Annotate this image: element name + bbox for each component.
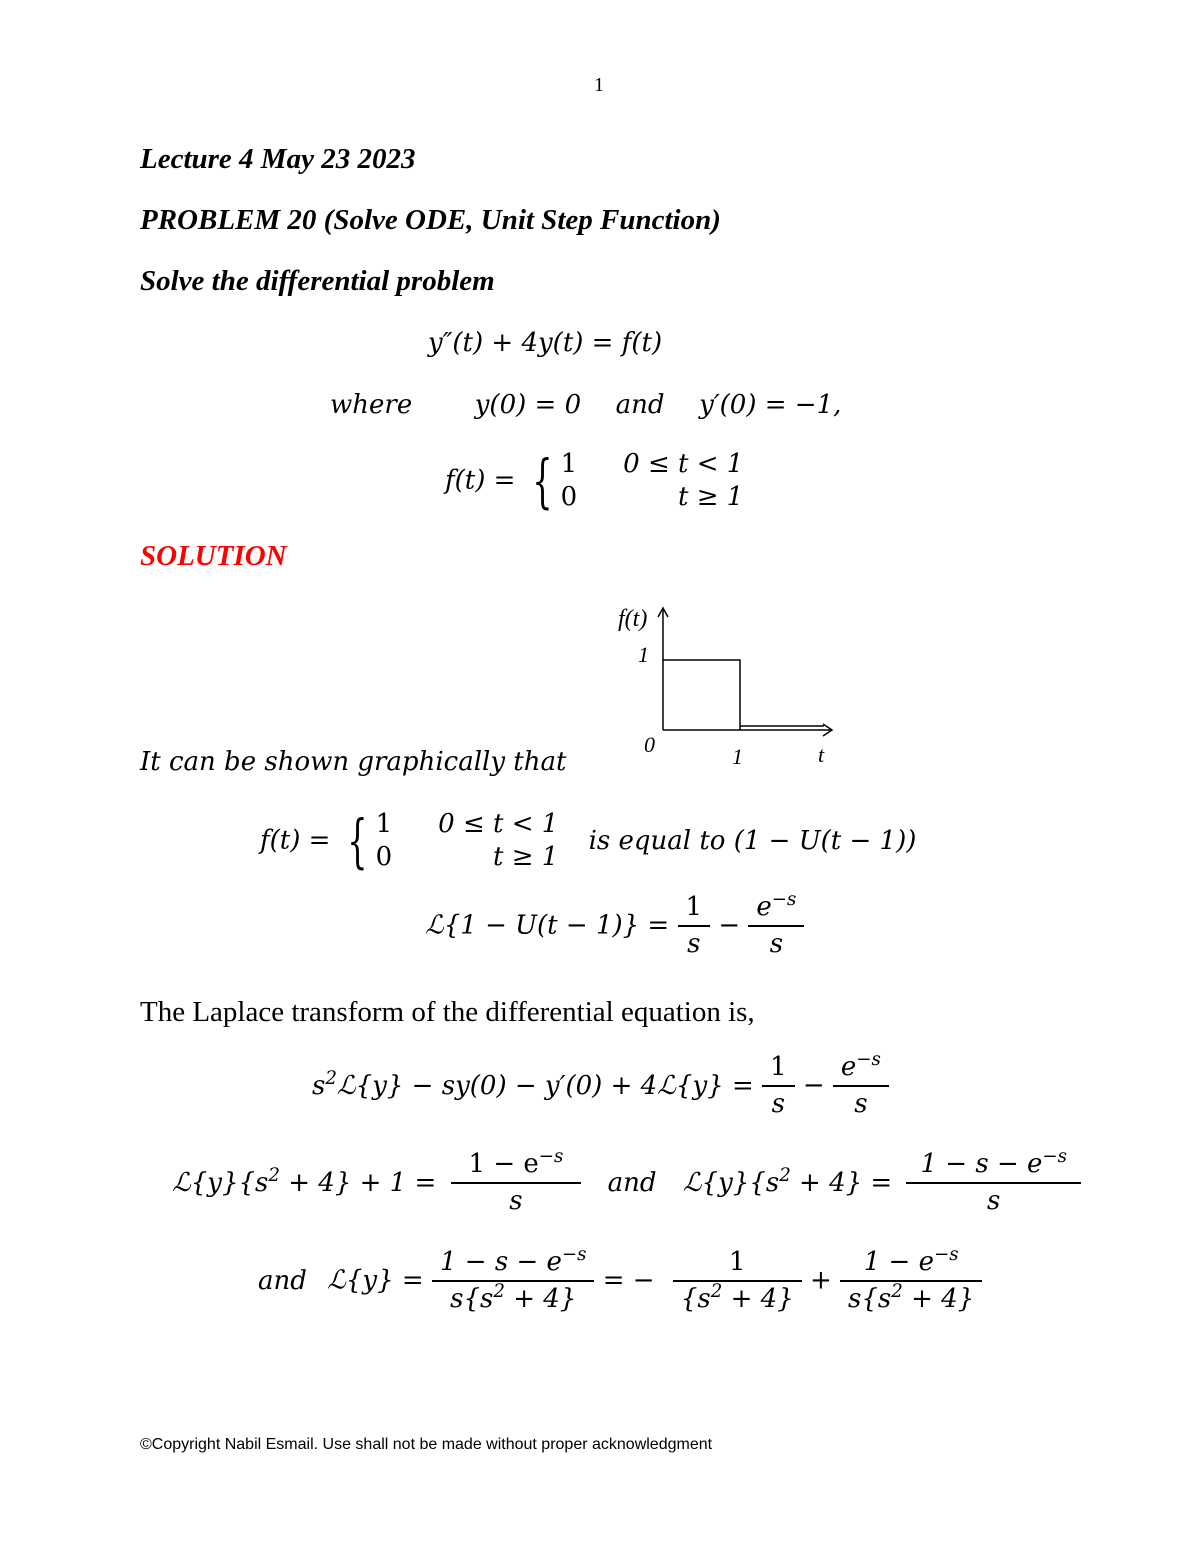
page-number: 1: [594, 74, 604, 96]
denominator: s: [748, 925, 804, 959]
fraction-exp-over-s: [752, 889, 800, 959]
case2-value-2: 0: [375, 841, 393, 872]
fraction-one-over-s: $\frac{1}{s}$: [766, 1053, 791, 1118]
fraction-exp-over-s: $\frac{e^{-s}}{s}$: [837, 1053, 885, 1118]
rearranged-equations: $ℒ\{y\}\{s^2 + 4\} + 1$ = $\frac{1 - e^{-s}}{s}$ and $ℒ\{y\}\{s^2 + 4\}$ = $\frac{1 - s - e^{-s}}{s}$: [172, 1150, 1081, 1215]
case1-condition-2: 0 ≤ t < 1: [438, 809, 559, 839]
problem-title: PROBLEM 20 (Solve ODE, Unit Step Function): [140, 204, 721, 236]
numerator: $e^{-s}$: [756, 889, 797, 922]
denominator: s: [678, 925, 711, 959]
graph-x-one-label: 1: [732, 744, 743, 769]
graph-origin-label: 0: [644, 732, 655, 757]
graphically-text: It can be shown graphically that: [140, 747, 567, 777]
fraction-1-s-exp-over-s: $\frac{1 - s - e^{-s}}{s}$: [910, 1150, 1076, 1215]
case1-condition: 0 ≤ t < 1: [623, 449, 744, 479]
fraction-1-minus-exp-over-s: $\frac{1 - e^{-s}}{s}$: [455, 1150, 578, 1215]
equal-text: is equal to (1 − U(t − 1)): [588, 825, 917, 856]
case2-condition: t ≥ 1: [678, 481, 744, 512]
partial-fraction-equation: and ℒ{y} = $\frac{1 - s - e^{-s}}{s\{s^2 + 4\}}$ = − $\frac{1}{\{s^2 + 4\}}$ + $\frac{1 - e^{-s}}{s\{s^2 + 4\}}$: [258, 1248, 982, 1313]
step-function-graph: [610, 600, 850, 775]
laplace-lhs: ℒ{1 − U(t − 1)} =: [425, 910, 670, 941]
where-label: where: [330, 390, 413, 420]
cases-table: [561, 448, 754, 513]
f-lhs: f(t) =: [445, 465, 516, 496]
copyright-footer: ©Copyright Nabil Esmail. Use shall not be made without proper acknowledgment: [140, 1436, 713, 1453]
graph-one-label: 1: [638, 642, 649, 667]
fraction-1-over-s2-plus-4: $\frac{1}{\{s^2 + 4\}}$: [677, 1248, 798, 1313]
graph-x-label: t: [818, 742, 825, 767]
initial-conditions: [330, 390, 841, 420]
fraction-main: $\frac{1 - s - e^{-s}}{s\{s^2 + 4\}}$: [436, 1248, 590, 1313]
and-label: and: [615, 390, 665, 420]
solution-label: SOLUTION: [140, 540, 287, 572]
left-brace: {: [531, 446, 553, 515]
ode-equation: y″(t) + 4y(t) = f(t): [428, 328, 663, 358]
minus-sign: −: [718, 910, 741, 941]
graph-y-label: f(t): [618, 606, 648, 632]
case2-condition-2: t ≥ 1: [493, 841, 559, 872]
lecture-title: Lecture 4 May 23 2023: [140, 143, 416, 175]
fraction-one-over-s: [682, 893, 707, 958]
case1-value: 1: [560, 449, 578, 479]
case1-value-2: 1: [375, 809, 393, 839]
piecewise-definition: [445, 448, 753, 513]
left-brace-2: {: [346, 806, 368, 875]
instruction-text: Solve the differential problem: [140, 265, 495, 297]
ic-yprime0: y′(0) = −1,: [699, 390, 842, 420]
numerator: 1: [685, 892, 703, 922]
piecewise-equivalence: [260, 808, 916, 873]
pulse-shape: [663, 660, 740, 730]
case2-value: 0: [560, 481, 578, 512]
transformed-equation: $s^2ℒ\{y\} - sy(0) - y'(0)$ + 4ℒ{y} = $\frac{1}{s}$ − $\frac{e^{-s}}{s}$: [312, 1053, 889, 1118]
ic-y0: y(0) = 0: [474, 390, 582, 420]
cases-table-2: [376, 808, 569, 873]
transform-text: The Laplace transform of the differential equation is,: [140, 996, 755, 1028]
f-lhs-2: f(t) =: [260, 825, 331, 856]
laplace-step-result: [425, 889, 804, 959]
fraction-1-minus-exp-over-s-s2-plus-4: $\frac{1 - e^{-s}}{s\{s^2 + 4\}}$: [844, 1248, 978, 1313]
